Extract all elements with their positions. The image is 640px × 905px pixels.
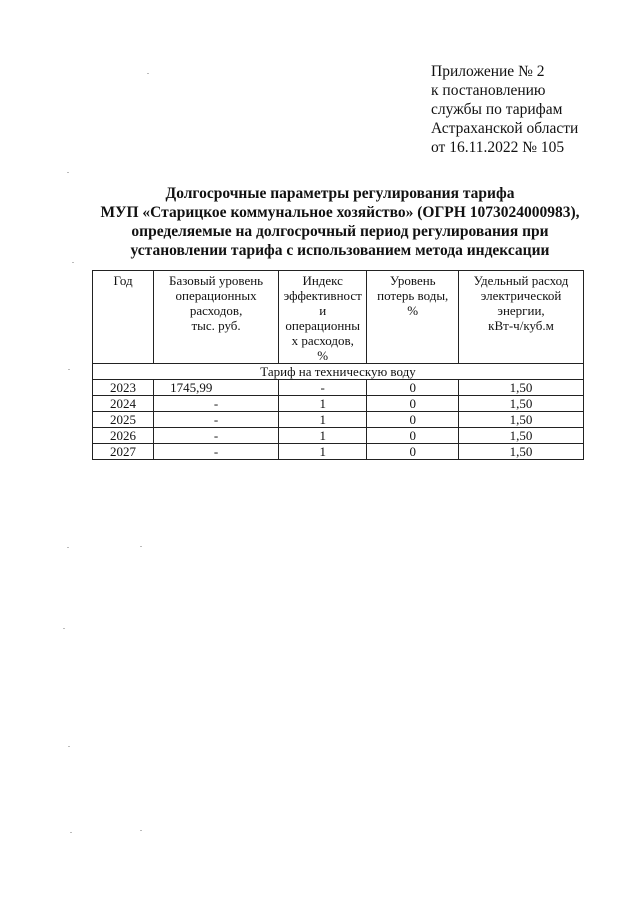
header-text: Базовый уровень: [169, 273, 264, 288]
cell-year: 2027: [93, 444, 154, 460]
cell-year: 2024: [93, 396, 154, 412]
header-year: Год: [93, 271, 154, 364]
table-row: [93, 380, 584, 396]
section-row: [93, 364, 584, 380]
header-text: энергии,: [497, 303, 545, 318]
header-text: операционных: [175, 288, 257, 303]
header-text: потерь воды,: [377, 288, 449, 303]
appendix-line: от 16.11.2022 № 105: [431, 139, 565, 156]
scan-speck: [72, 262, 74, 263]
appendix-line: к постановлению: [431, 82, 546, 99]
cell-water-losses: 0: [367, 444, 459, 460]
cell-base-opex: -: [154, 428, 279, 444]
header-text: операционны: [285, 318, 360, 333]
appendix-line: службы по тарифам: [431, 101, 563, 118]
scan-speck: [63, 628, 65, 629]
cell-year: 2026: [93, 428, 154, 444]
cell-energy-consumption: 1,50: [459, 396, 584, 412]
header-text: электрической: [480, 288, 562, 303]
header-energy-consumption: [459, 271, 584, 364]
cell-base-opex: 1745,99: [154, 380, 279, 396]
scan-speck: [67, 172, 69, 173]
scan-speck: [140, 830, 142, 831]
scan-speck: [68, 746, 70, 747]
header-text: эффективност: [283, 288, 362, 303]
cell-energy-consumption: 1,50: [459, 380, 584, 396]
cell-water-losses: 0: [367, 380, 459, 396]
title-line: установлении тарифа с использованием метода индексации: [130, 242, 550, 259]
title-line: определяемые на долгосрочный период регулирования при: [131, 223, 549, 240]
title-line: МУП «Старицкое коммунальное хозяйство» (ОГРН 1073024000983),: [100, 204, 580, 221]
cell-base-opex: -: [154, 396, 279, 412]
header-text: и: [319, 303, 327, 318]
cell-base-opex: -: [154, 444, 279, 460]
parameters-table: [92, 270, 584, 460]
cell-water-losses: 0: [367, 396, 459, 412]
scan-speck: [67, 547, 69, 548]
cell-energy-consumption: 1,50: [459, 444, 584, 460]
cell-energy-consumption: 1,50: [459, 428, 584, 444]
cell-year: 2025: [93, 412, 154, 428]
header-text: Индекс: [302, 273, 343, 288]
cell-efficiency-index: 1: [279, 412, 367, 428]
table-row: [93, 396, 584, 412]
appendix-note: [431, 62, 578, 157]
document-title: [60, 184, 620, 260]
section-label: Тариф на техническую воду: [93, 364, 584, 380]
scan-speck: [70, 832, 72, 833]
appendix-line: Приложение № 2: [431, 63, 545, 80]
cell-efficiency-index: 1: [279, 428, 367, 444]
cell-efficiency-index: 1: [279, 396, 367, 412]
header-text: тыс. руб.: [191, 318, 241, 333]
scan-speck: [140, 546, 142, 547]
cell-year: 2023: [93, 380, 154, 396]
table-row: [93, 428, 584, 444]
header-text: Уровень: [389, 273, 436, 288]
appendix-line: Астраханской области: [431, 120, 579, 137]
header-text: кВт-ч/куб.м: [488, 318, 554, 333]
header-text: %: [317, 348, 329, 363]
table-row: [93, 412, 584, 428]
cell-base-opex: -: [154, 412, 279, 428]
cell-water-losses: 0: [367, 412, 459, 428]
scan-speck: [68, 369, 70, 370]
cell-efficiency-index: -: [279, 380, 367, 396]
header-base-opex: [154, 271, 279, 364]
header-text: расходов,: [189, 303, 243, 318]
header-text: %: [407, 303, 419, 318]
cell-energy-consumption: 1,50: [459, 412, 584, 428]
table-row: [93, 444, 584, 460]
title-line: Долгосрочные параметры регулирования тарифа: [165, 185, 515, 202]
header-water-losses: [367, 271, 459, 364]
header-efficiency-index: [279, 271, 367, 364]
cell-efficiency-index: 1: [279, 444, 367, 460]
header-text: х расходов,: [291, 333, 354, 348]
cell-water-losses: 0: [367, 428, 459, 444]
table-header-row: [93, 271, 584, 364]
scan-speck: [147, 73, 149, 74]
header-text: Удельный расход: [473, 273, 569, 288]
